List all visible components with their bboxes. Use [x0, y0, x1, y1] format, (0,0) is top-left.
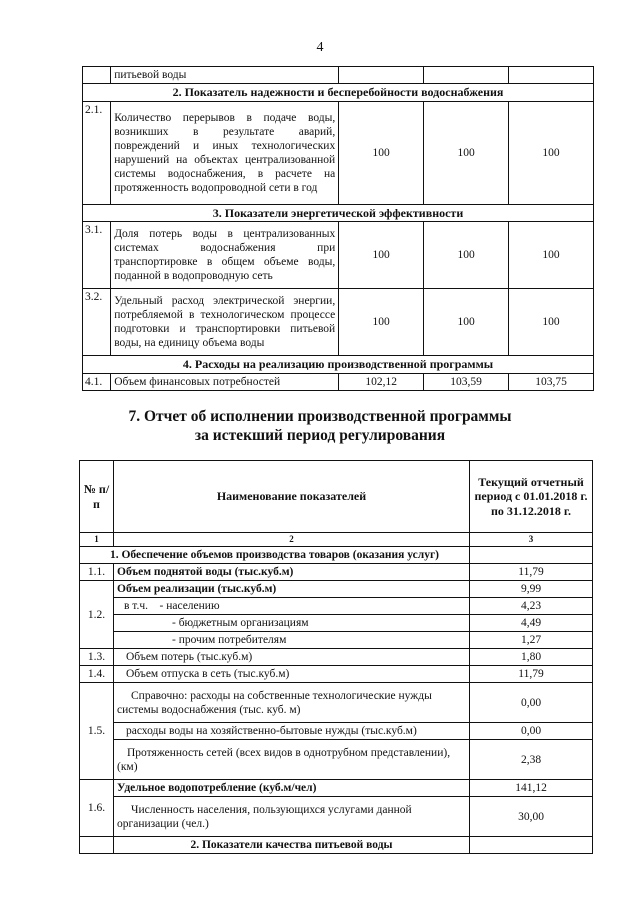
table-row: [83, 101, 594, 204]
page-number: 4: [316, 40, 324, 55]
row-number: 1.3.: [80, 649, 114, 666]
row-number: 1.2.: [80, 581, 114, 649]
table-row: [80, 666, 593, 683]
row-value: 9,99: [470, 581, 593, 598]
row-name: Объем отпуска в сеть (тыс.куб.м): [114, 666, 470, 683]
row-value: 11,79: [470, 666, 593, 683]
row-number: 3.2.: [83, 289, 111, 356]
section-heading-line2: за истекший период регулирования: [194, 427, 446, 444]
table-row: [80, 740, 593, 780]
table-row: [80, 563, 593, 580]
col-number-header: № п/п: [80, 461, 114, 533]
row-name: Численность населения, пользующихся услугами данной организации (чел.): [114, 797, 470, 837]
row-value: 0,00: [470, 683, 593, 723]
row-number: 4.1.: [83, 373, 111, 390]
row-name: Объем потерь (тыс.куб.м): [114, 649, 470, 666]
row-number: 1.6.: [80, 780, 114, 837]
row-name: - прочим потребителям: [114, 632, 470, 649]
table-row: [83, 289, 594, 356]
section-1-title: 1. Обеспечение объемов производства товаров (оказания услуг): [80, 546, 470, 563]
section-row: [83, 84, 594, 102]
row-prefix: в т.ч.: [124, 600, 148, 613]
value-cell: 100: [509, 101, 594, 204]
row-name: Объем реализации (тыс.куб.м): [114, 581, 470, 598]
section-3-title: 3. Показатели энергетической эффективности: [83, 204, 594, 222]
row-number: 2.1.: [83, 101, 111, 204]
table-row: [80, 797, 593, 837]
row-name: Удельное водопотребление (куб.м/чел): [114, 780, 470, 797]
index-cell: 3: [470, 533, 593, 547]
row-value: 1,27: [470, 632, 593, 649]
index-cell: 2: [114, 533, 470, 547]
value-cell: 103,75: [509, 373, 594, 390]
value-cell: 102,12: [339, 373, 424, 390]
table-row: [80, 723, 593, 740]
row-number: 1.4.: [80, 666, 114, 683]
row-description: питьевой воды: [111, 67, 339, 84]
row-number: 1.5.: [80, 683, 114, 780]
section-2-title: 2. Показатели качества питьевой воды: [114, 837, 470, 854]
section-row: [80, 546, 593, 563]
row-description: Объем финансовых потребностей: [111, 373, 339, 390]
table-row: [83, 67, 594, 84]
row-description: Удельный расход электрической энергии, потребляемой в технологическом процессе подготовки и транспортировки питьевой воды, на единицу объема воды: [111, 289, 339, 356]
table-row: [80, 780, 593, 797]
value-cell: 100: [339, 289, 424, 356]
value-cell: 100: [424, 289, 509, 356]
row-value: 1,80: [470, 649, 593, 666]
row-value: 30,00: [470, 797, 593, 837]
table-row: [80, 632, 593, 649]
value-cell: 100: [339, 222, 424, 289]
row-value: 4,49: [470, 615, 593, 632]
row-name: [114, 598, 470, 615]
value-cell: 100: [509, 289, 594, 356]
row-value: 141,12: [470, 780, 593, 797]
col-value-header: Текущий отчетный период с 01.01.2018 г. по 31.12.2018 г.: [470, 461, 593, 533]
value-cell: 100: [424, 101, 509, 204]
col-name-header: Наименование показателей: [114, 461, 470, 533]
row-name: Объем поднятой воды (тыс.куб.м): [114, 563, 470, 580]
table-row: [80, 581, 593, 598]
value-cell: 100: [339, 101, 424, 204]
section-row: [83, 356, 594, 374]
section-4-title: 4. Расходы на реализацию производственной программы: [83, 356, 594, 374]
row-value: 2,38: [470, 740, 593, 780]
header-row: [80, 461, 593, 533]
table-row: [80, 615, 593, 632]
table-row: [80, 598, 593, 615]
row-name: Протяженность сетей (всех видов в однотрубном представлении), (км): [114, 740, 470, 780]
value-cell: 103,59: [424, 373, 509, 390]
row-value: 11,79: [470, 563, 593, 580]
row-description: Количество перерывов в подаче воды, возникших в результате аварий, повреждений и иных технологических нарушений на объектах централизованной системы водоснабжения, в расчете на протяженность водопроводной сети в год: [111, 101, 339, 204]
row-description: Доля потерь воды в централизованных системах водоснабжения при транспортировке в общем объеме воды, поданной в водопроводную сеть: [111, 222, 339, 289]
table-row: [80, 649, 593, 666]
section-2-title: 2. Показатель надежности и бесперебойности водоснабжения: [83, 84, 594, 102]
value-cell: 100: [424, 222, 509, 289]
table-row: [83, 373, 594, 390]
row-name: - бюджетным организациям: [114, 615, 470, 632]
value-cell: 100: [509, 222, 594, 289]
index-cell: 1: [80, 533, 114, 547]
table-row: [80, 683, 593, 723]
section-row: [83, 204, 594, 222]
index-row: [80, 533, 593, 547]
report-table: [79, 460, 593, 854]
indicators-table-continued: [82, 66, 594, 391]
section-heading-line1: 7. Отчет об исполнении производственной программы: [128, 408, 512, 425]
row-number: 3.1.: [83, 222, 111, 289]
row-number: 1.1.: [80, 563, 114, 580]
row-value: 0,00: [470, 723, 593, 740]
row-name: расходы воды на хозяйственно-бытовые нужды (тыс.куб.м): [114, 723, 470, 740]
row-name: Справочно: расходы на собственные технологические нужды системы водоснабжения (тыс. куб. м): [114, 683, 470, 723]
row-name-text: - населению: [159, 600, 220, 613]
row-value: 4,23: [470, 598, 593, 615]
table-row: [83, 222, 594, 289]
section-row: [80, 837, 593, 854]
